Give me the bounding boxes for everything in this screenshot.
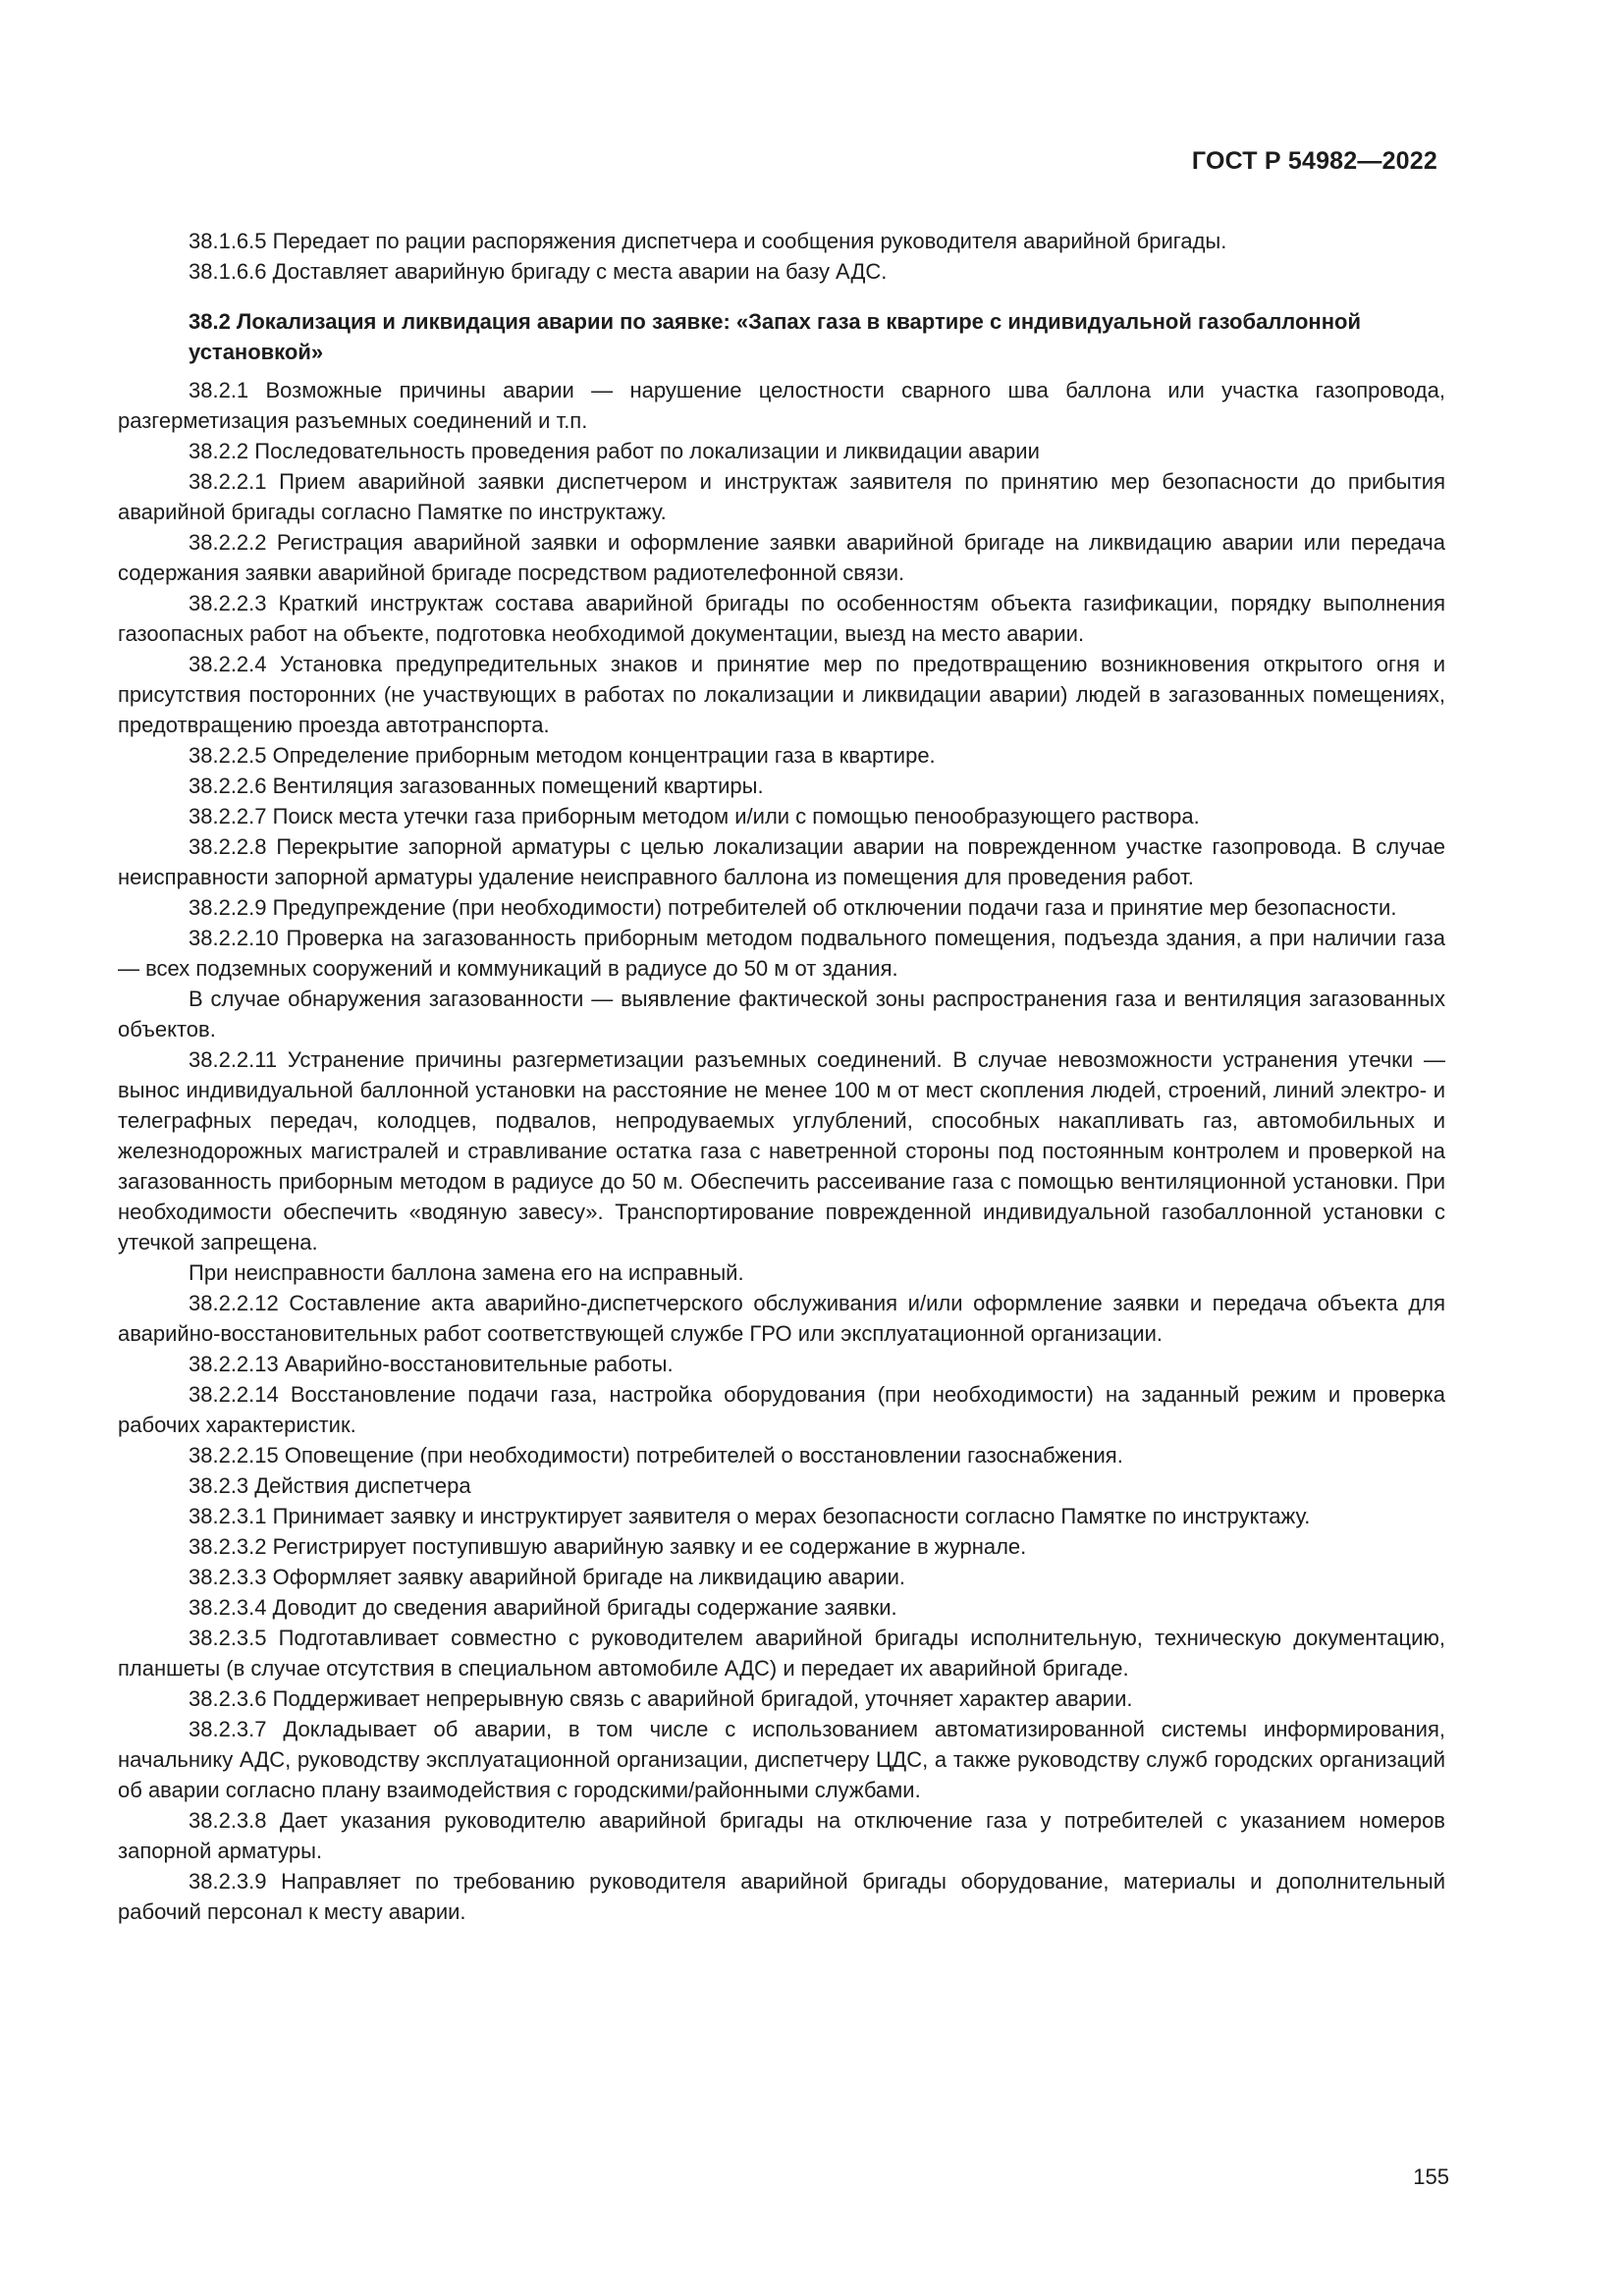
- paragraph: 38.2.3.7 Докладывает об аварии, в том числе с использованием автоматизированной системы информирования, начальнику АДС, руководству эксплуатационной организации, диспетчеру ЦДС, а также руководству служб городских организаций об аварии согласно плану взаимодействия с городскими/районными службами.: [118, 1717, 1445, 1802]
- paragraph: 38.2.3.1 Принимает заявку и инструктирует заявителя о мерах безопасности согласно Памятке по инструктажу.: [189, 1504, 1311, 1528]
- paragraph: 38.1.6.6 Доставляет аварийную бригаду с места аварии на базу АДС.: [189, 259, 888, 284]
- paragraph: 38.2.3.8 Дает указания руководителю аварийной бригады на отключение газа у потребителей с указанием номеров запорной арматуры.: [118, 1808, 1445, 1863]
- paragraph: 38.2.2.14 Восстановление подачи газа, настройка оборудования (при необходимости) на заданный режим и проверка рабочих характеристик.: [118, 1382, 1445, 1437]
- paragraph: 38.2.3.4 Доводит до сведения аварийной бригады содержание заявки.: [189, 1595, 897, 1620]
- paragraph: 38.2.2.7 Поиск места утечки газа приборным методом и/или с помощью пенообразующего раствора.: [189, 804, 1200, 828]
- paragraph: 38.2.2.3 Краткий инструктаж состава аварийной бригады по особенностям объекта газификации, порядку выполнения газоопасных работ на объекте, подготовка необходимой документации, выезд на место аварии.: [118, 591, 1445, 646]
- paragraph: 38.2.2.12 Составление акта аварийно-диспетчерского обслуживания и/или оформление заявки и передача объекта для аварийно-восстановительных работ соответствующей службе ГРО или эксплуатационной организации.: [118, 1291, 1445, 1346]
- page-number: 155: [1413, 2164, 1449, 2189]
- paragraph: При неисправности баллона замена его на исправный.: [189, 1260, 744, 1285]
- document-body: [118, 226, 1445, 1927]
- paragraph: 38.2.3.5 Подготавливает совместно с руководителем аварийной бригады исполнительную, техническую документацию, планшеты (в случае отсутствия в специальном автомобиле АДС) и передает их аварийной бригаде.: [118, 1626, 1445, 1681]
- paragraph: 38.2.2.9 Предупреждение (при необходимости) потребителей об отключении подачи газа и принятие мер безопасности.: [189, 895, 1397, 920]
- paragraph: 38.2.3.2 Регистрирует поступившую аварийную заявку и ее содержание в журнале.: [189, 1534, 1027, 1559]
- paragraph: 38.2.2.6 Вентиляция загазованных помещений квартиры.: [189, 774, 764, 798]
- paragraph: 38.2.2.4 Установка предупредительных знаков и принятие мер по предотвращению возникновения открытого огня и присутствия посторонних (не участвующих в работах по локализации и ликвидации аварии) людей в загазованных помещениях, предотвращению проезда автотранспорта.: [118, 652, 1445, 737]
- paragraph: 38.2.2.5 Определение приборным методом концентрации газа в квартире.: [189, 743, 936, 768]
- paragraph: 38.2.3.6 Поддерживает непрерывную связь с аварийной бригадой, уточняет характер аварии.: [189, 1686, 1133, 1711]
- paragraph: 38.2.3.3 Оформляет заявку аварийной бригаде на ликвидацию аварии.: [189, 1565, 906, 1589]
- paragraph: 38.2.2 Последовательность проведения работ по локализации и ликвидации аварии: [189, 439, 1040, 463]
- section-heading: 38.2 Локализация и ликвидация аварии по заявке: «Запах газа в квартире с индивидуальной газобаллонной установкой»: [189, 309, 1361, 364]
- paragraph: В случае обнаружения загазованности — выявление фактической зоны распространения газа и вентиляция загазованных объектов.: [118, 987, 1445, 1041]
- document-code: ГОСТ Р 54982—2022: [1191, 147, 1437, 175]
- paragraph: 38.2.2.8 Перекрытие запорной арматуры с целью локализации аварии на поврежденном участке газопровода. В случае неисправности запорной арматуры удаление неисправного баллона из помещения для проведения работ.: [118, 834, 1445, 889]
- paragraph: 38.2.2.13 Аварийно-восстановительные работы.: [189, 1352, 674, 1376]
- paragraph: 38.1.6.5 Передает по рации распоряжения диспетчера и сообщения руководителя аварийной бригады.: [189, 229, 1227, 253]
- paragraph: 38.2.2.2 Регистрация аварийной заявки и оформление заявки аварийной бригаде на ликвидацию аварии или передача содержания заявки аварийной бригаде посредством радиотелефонной связи.: [118, 530, 1445, 585]
- paragraph: 38.2.1 Возможные причины аварии — нарушение целостности сварного шва баллона или участка газопровода, разгерметизация разъемных соединений и т.п.: [118, 378, 1445, 433]
- paragraph: 38.2.2.10 Проверка на загазованность приборным методом подвального помещения, подъезда здания, а при наличии газа — всех подземных сооружений и коммуникаций в радиусе до 50 м от здания.: [118, 926, 1445, 981]
- paragraph: 38.2.2.1 Прием аварийной заявки диспетчером и инструктаж заявителя по принятию мер безопасности до прибытия аварийной бригады согласно Памятке по инструктажу.: [118, 469, 1445, 524]
- paragraph: 38.2.2.11 Устранение причины разгерметизации разъемных соединений. В случае невозможности устранения утечки — вынос индивидуальной баллонной установки на расстояние не менее 100 м от мест скопления людей, строений, линий электро- и телеграфных передач, колодцев, подвалов, непродуваемых углублений, способных накапливать газ, автомобильных и железнодорожных магистралей и стравливание остатка газа с наветренной стороны под постоянным контролем и проверкой на загазованность приборным методом в радиусе до 50 м. Обеспечить рассеивание газа с помощью вентиляционной установки. При необходимости обеспечить «водяную завесу». Транспортирование поврежденной индивидуальной газобаллонной установки с утечкой запрещена.: [118, 1047, 1445, 1255]
- paragraph: 38.2.3.9 Направляет по требованию руководителя аварийной бригады оборудование, материалы и дополнительный рабочий персонал к месту аварии.: [118, 1869, 1445, 1924]
- paragraph: 38.2.2.15 Оповещение (при необходимости) потребителей о восстановлении газоснабжения.: [189, 1443, 1123, 1468]
- paragraph: 38.2.3 Действия диспетчера: [189, 1473, 471, 1498]
